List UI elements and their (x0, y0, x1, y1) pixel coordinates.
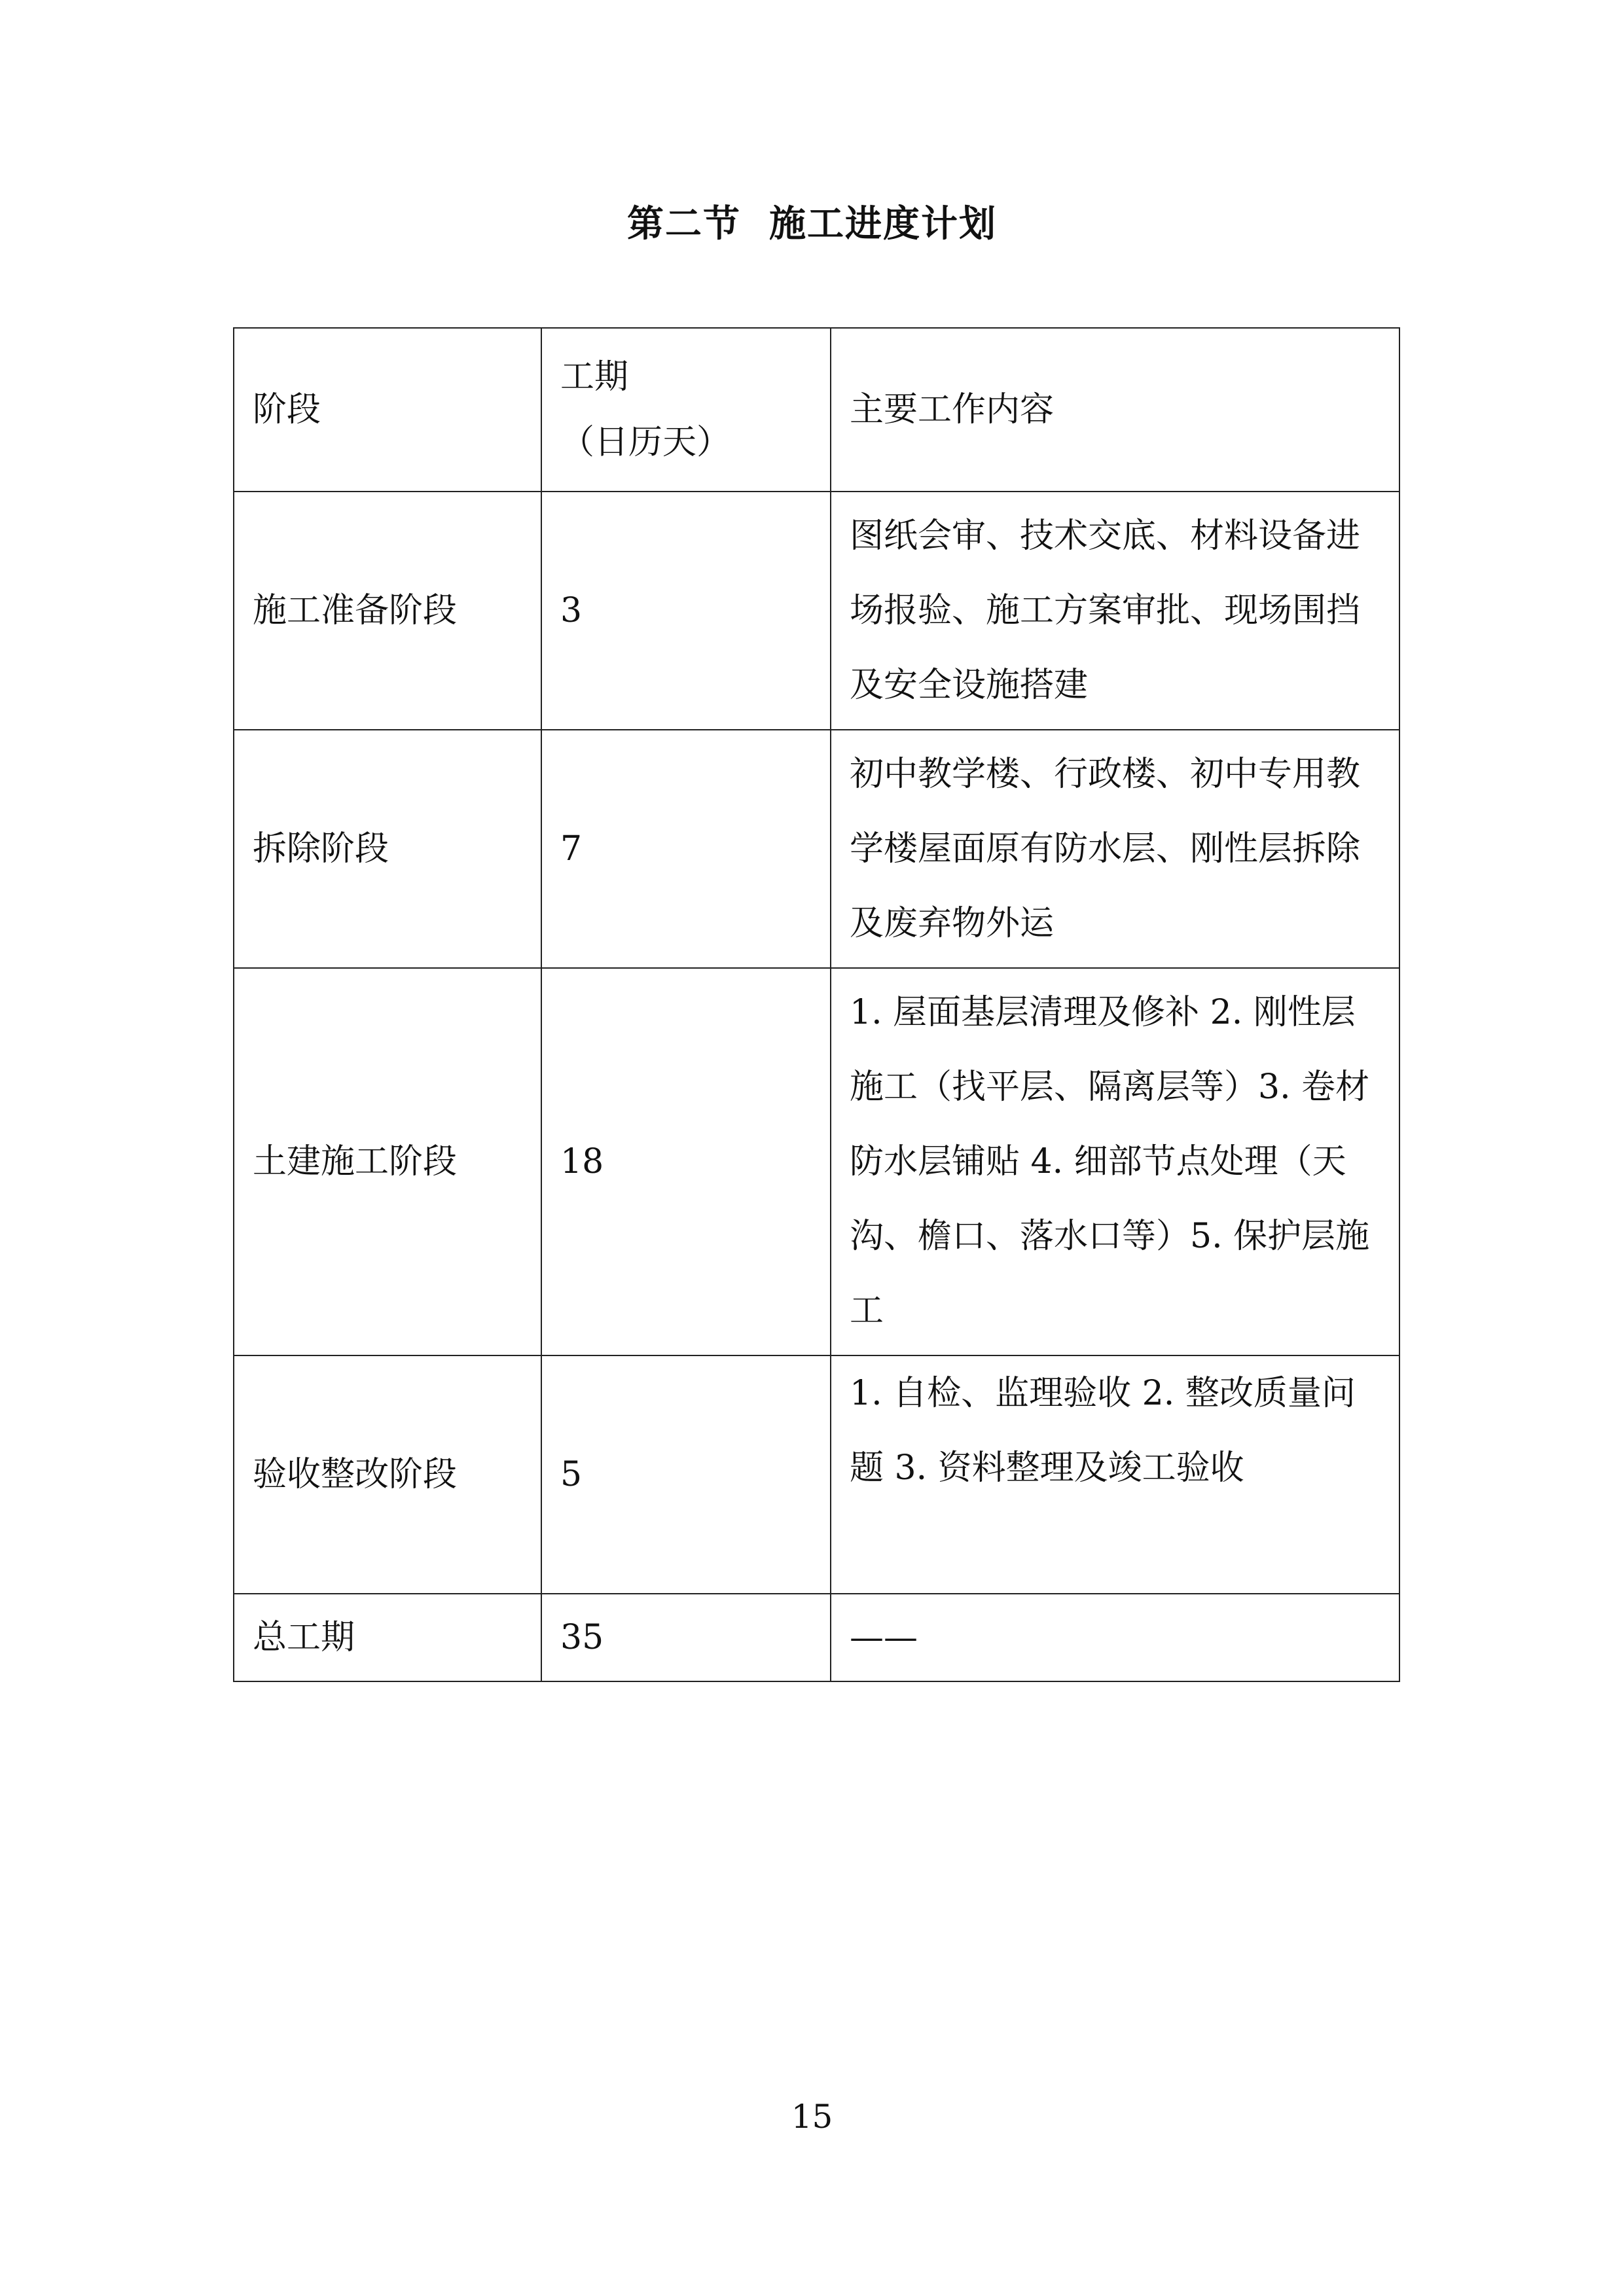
row-content: 图纸会审、技术交底、材料设备进场报验、施工方案审批、现场围挡及安全设施搭建 (831, 492, 1399, 730)
table-row (234, 730, 1399, 968)
header-duration-line2: （日历天） (560, 423, 731, 462)
row-content: 1. 自检、监理验收 2. 整改质量问题 3. 资料整理及竣工验收 (831, 1355, 1399, 1594)
table-row (234, 968, 1399, 1355)
header-duration (541, 328, 831, 492)
row-content: 初中教学楼、行政楼、初中专用教学楼屋面原有防水层、刚性层拆除及废弃物外运 (831, 730, 1399, 968)
row-duration: 7 (541, 730, 831, 968)
table-row (234, 1355, 1399, 1594)
row-duration: 5 (541, 1355, 831, 1594)
page-number: 15 (791, 2098, 833, 2136)
header-content: 主要工作内容 (831, 328, 1399, 492)
row-stage: 施工准备阶段 (234, 492, 541, 730)
row-stage: 拆除阶段 (234, 730, 541, 968)
total-content: —— (831, 1594, 1399, 1681)
row-stage: 验收整改阶段 (234, 1355, 541, 1594)
row-content: 1. 屋面基层清理及修补 2. 刚性层施工（找平层、隔离层等）3. 卷材防水层铺贴 4. 细部节点处理（天沟、檐口、落水口等）5. 保护层施工 (831, 968, 1399, 1355)
row-duration: 18 (541, 968, 831, 1355)
row-duration: 3 (541, 492, 831, 730)
total-duration: 35 (541, 1594, 831, 1681)
header-duration-line1: 工期 (560, 357, 629, 397)
table-row (234, 492, 1399, 730)
header-stage: 阶段 (234, 328, 541, 492)
section-title: 第二节 施工进度计划 (627, 203, 997, 245)
row-stage: 土建施工阶段 (234, 968, 541, 1355)
schedule-table (233, 327, 1400, 1682)
table-header-row (234, 328, 1399, 492)
total-stage: 总工期 (234, 1594, 541, 1681)
table-total-row (234, 1594, 1399, 1681)
